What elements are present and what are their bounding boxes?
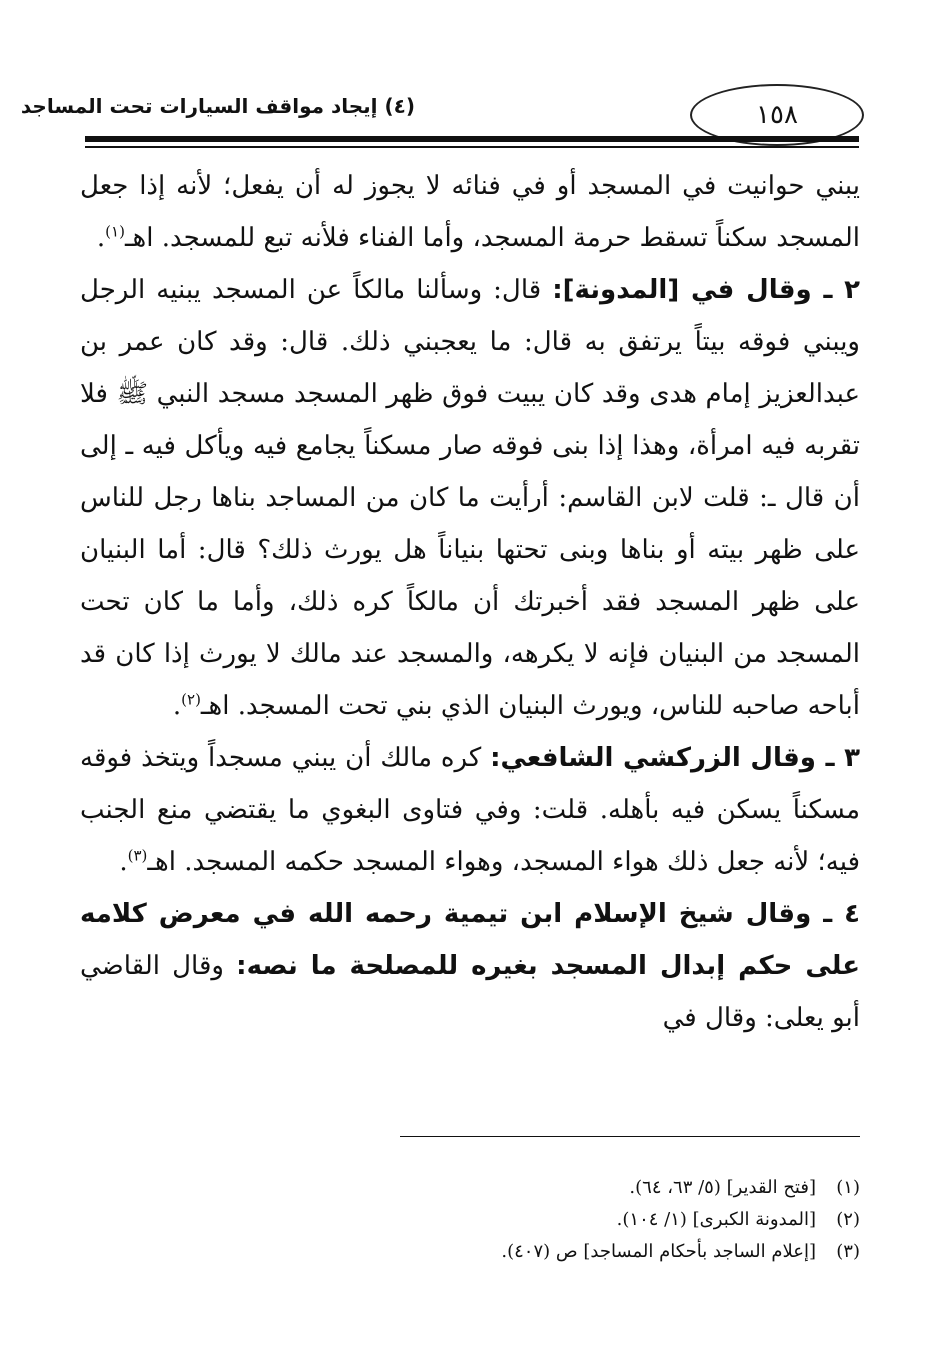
paragraph-4-text: وقال القاضي أبو يعلى: وقال في	[80, 951, 860, 1033]
paragraph-3-text: كره مالك أن يبني مسجداً ويتخذ فوقه مسكناً يسكن فيه بأهله. قلت: وفي فتاوى البغوي ما يقتضي منع الجنب فيه؛ لأنه جعل ذلك هواء المسجد، وهواء المسجد حكمه المسجد. اهـ	[80, 743, 860, 877]
main-text	[80, 160, 860, 1044]
footnote-ref-1: (١)	[105, 222, 125, 241]
header-divider-thick	[85, 136, 859, 142]
page-number: ١٥٨	[756, 100, 798, 130]
header-divider-thin	[85, 146, 859, 148]
footnote-number: (٢)	[836, 1209, 860, 1230]
footnote-divider	[400, 1136, 860, 1137]
footnotes	[300, 1172, 860, 1268]
running-header-title: (٤) إيجاد مواقف السيارات تحت المساجد	[20, 94, 415, 118]
paragraph-3: ٣ ـ وقال الزركشي الشافعي: كره مالك أن يبني مسجداً ويتخذ فوقه مسكناً يسكن فيه بأهله. قلت: وفي فتاوى البغوي ما يقتضي منع الجنب فيه؛ لأنه جعل ذلك هواء المسجد، وهواء المسجد حكمه المسجد. اهـ$^{(٣)}$.	[80, 743, 860, 877]
paragraph-2-lead: ٢ ـ وقال في [المدونة]:	[552, 275, 861, 305]
paragraph-1-text: يبني حوانيت في المسجد أو في فنائه لا يجوز له أن يفعل؛ لأنه إذا جعل المسجد سكناً تسقط حرمة المسجد، وأما الفناء فلأنه تبع للمسجد. اهـ	[80, 171, 860, 253]
paragraph-4	[80, 888, 860, 1044]
footnote-number: (٣)	[836, 1241, 860, 1262]
paragraph-2: ٢ ـ وقال في [المدونة]: قال: وسألنا مالكاً عن المسجد يبنيه الرجل ويبني فوقه بيتاً يرتفق به قال: ما يعجبني ذلك. قال: وقد كان عمر بن عبدالعزيز إمام هدى وقد كان يبيت فوق ظهر المسجد مسجد النبي ﷺ فلا تقربه فيه امرأة، وهذا إذا بنى فوقه صار مسكناً يجامع فيه ويأكل فيه ـ إلى أن قال ـ: قلت لابن القاسم: أرأيت ما كان من المساجد بناها رجل للناس على ظهر بيته أو بناها وبنى تحتها بنياناً هل يورث ذلك؟ قال: أما البنيان على ظهر المسجد فقد أخبرتك أن مالكاً كره ذلك، وأما ما كان تحت المسجد من البنيان فإنه لا يكرهه، والمسجد عند مالك لا يورث إذا كان قد أباحه صاحبه للناس، ويورث البنيان الذي بني تحت المسجد. اهـ$^{(٢)}$.	[80, 275, 861, 721]
footnote-2	[300, 1204, 860, 1236]
footnote-text: [فتح القدير] (٥/ ٦٣، ٦٤).	[629, 1177, 816, 1198]
footnote-text: [إعلام الساجد بأحكام المساجد] ص (٤٠٧).	[501, 1241, 816, 1262]
footnote-ref-2: (٢)	[181, 690, 201, 709]
paragraph-1: يبني حوانيت في المسجد أو في فنائه لا يجوز له أن يفعل؛ لأنه إذا جعل المسجد سكناً تسقط حرمة المسجد، وأما الفناء فلأنه تبع للمسجد. اهـ$^{(١)}$.	[80, 171, 860, 253]
footnote-ref-3: (٣)	[127, 846, 148, 865]
footnote-text: [المدونة الكبرى] (١/ ١٠٤).	[616, 1209, 816, 1230]
paragraph-2-text: قال: وسألنا مالكاً عن المسجد يبنيه الرجل ويبني فوقه بيتاً يرتفق به قال: ما يعجبني ذلك. قال: وقد كان عمر بن عبدالعزيز إمام هدى وقد كان يبيت فوق ظهر المسجد مسجد النبي ﷺ فلا تقربه فيه امرأة، وهذا إذا بنى فوقه صار مسكناً يجامع فيه ويأكل فيه ـ إلى أن قال ـ: قلت لابن القاسم: أرأيت ما كان من المساجد بناها رجل للناس على ظهر بيته أو بناها وبنى تحتها بنياناً هل يورث ذلك؟ قال: أما البنيان على ظهر المسجد فقد أخبرتك أن مالكاً كره ذلك، وأما ما كان تحت المسجد من البنيان فإنه لا يكرهه، والمسجد عند مالك لا يورث إذا كان قد أباحه صاحبه للناس، ويورث البنيان الذي بني تحت المسجد. اهـ	[80, 275, 860, 721]
paragraph-4-lead: ٤ ـ وقال شيخ الإسلام ابن تيمية رحمه الله في معرض كلامه على حكم إبدال المسجد بغيره للمصلحة ما نصه:	[80, 899, 860, 981]
paragraph-3-lead: ٣ ـ وقال الزركشي الشافعي:	[490, 743, 860, 773]
footnote-number: (١)	[836, 1177, 860, 1198]
footnote-1	[300, 1172, 860, 1204]
footnote-3	[300, 1236, 860, 1268]
